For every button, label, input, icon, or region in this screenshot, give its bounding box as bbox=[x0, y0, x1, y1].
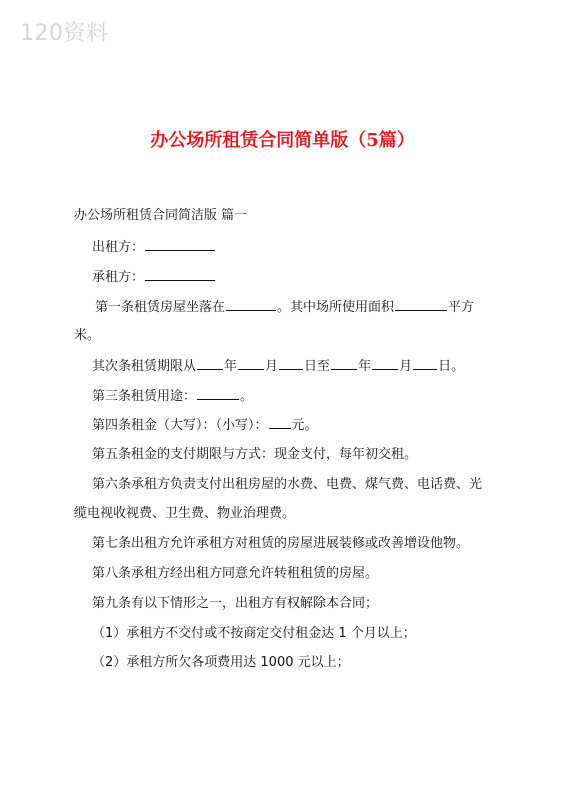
rent-blank bbox=[269, 416, 291, 429]
lessor-label: 出租方： bbox=[92, 240, 145, 255]
clause-2-line bbox=[92, 357, 464, 376]
clause-4-end: 元。 bbox=[291, 418, 318, 433]
clause-7: 第七条出租方允许承租方对租赁的房屋进展装修或改善增设他物。 bbox=[92, 536, 470, 551]
end-year-blank bbox=[331, 357, 357, 370]
start-year-blank bbox=[197, 357, 223, 370]
clause-4-line bbox=[92, 416, 318, 435]
clause-1-text-2: 。其中场所使用面积 bbox=[277, 300, 395, 315]
clause-6-line-2: 缆电视收视费、卫生费、物业治理费。 bbox=[74, 506, 296, 521]
clause-2-text: 其次条租赁期限从 bbox=[92, 359, 197, 374]
end-month-blank bbox=[372, 357, 398, 370]
lessee-label: 承租方： bbox=[92, 270, 145, 285]
purpose-blank bbox=[197, 387, 239, 400]
end-day-blank bbox=[413, 357, 437, 370]
clause-5: 第五条租金的支付期限与方式：现金支付，每年初交租。 bbox=[92, 447, 418, 462]
clause-1-line bbox=[95, 298, 474, 317]
clause-9-item-1: （1）承租方不交付或不按商定交付租金达 1 个月以上； bbox=[92, 626, 416, 641]
clause-8: 第八条承租方经出租方同意允许转租租赁的房屋。 bbox=[92, 566, 379, 581]
clause-1-text-3: 平方 bbox=[448, 300, 475, 315]
lessor-blank bbox=[145, 238, 215, 251]
document-title: 办公场所租赁合同简单版（5篇） bbox=[150, 130, 415, 151]
clause-3-line bbox=[92, 387, 253, 406]
start-month-blank bbox=[238, 357, 264, 370]
year-label: 年 bbox=[224, 359, 238, 374]
clause-4-text: 第四条租金（大写）：（小写）： bbox=[92, 418, 268, 433]
clause-3-end: 。 bbox=[240, 389, 254, 404]
clause-3-text: 第三条租赁用途： bbox=[92, 389, 197, 404]
lessee-line bbox=[92, 268, 216, 287]
area-blank bbox=[395, 298, 447, 311]
clause-9-item-2: （2）承租方所欠各项费用达 1000 元以上； bbox=[92, 655, 350, 670]
clause-6-line-1: 第六条承租方负责支付出租房屋的水费、电费、煤气费、电话费、光 bbox=[92, 477, 483, 492]
lessor-line bbox=[92, 238, 216, 257]
watermark: 120资料 bbox=[20, 21, 109, 46]
start-day-blank bbox=[279, 357, 303, 370]
month-label: 月 bbox=[265, 359, 279, 374]
lessee-blank bbox=[145, 268, 215, 281]
year-label-2: 年 bbox=[358, 359, 372, 374]
clause-9: 第九条有以下情形之一，出租方有权解除本合同； bbox=[92, 596, 379, 611]
clause-1-text: 第一条租赁房屋坐落在 bbox=[95, 300, 226, 315]
day-to-label: 日至 bbox=[304, 359, 331, 374]
clause-1-continuation: 米。 bbox=[74, 328, 101, 343]
location-blank bbox=[226, 298, 276, 311]
month-label-2: 月 bbox=[399, 359, 413, 374]
day-label-2: 日。 bbox=[438, 359, 465, 374]
section-heading: 办公场所租赁合同简洁版 篇一 bbox=[74, 208, 248, 223]
